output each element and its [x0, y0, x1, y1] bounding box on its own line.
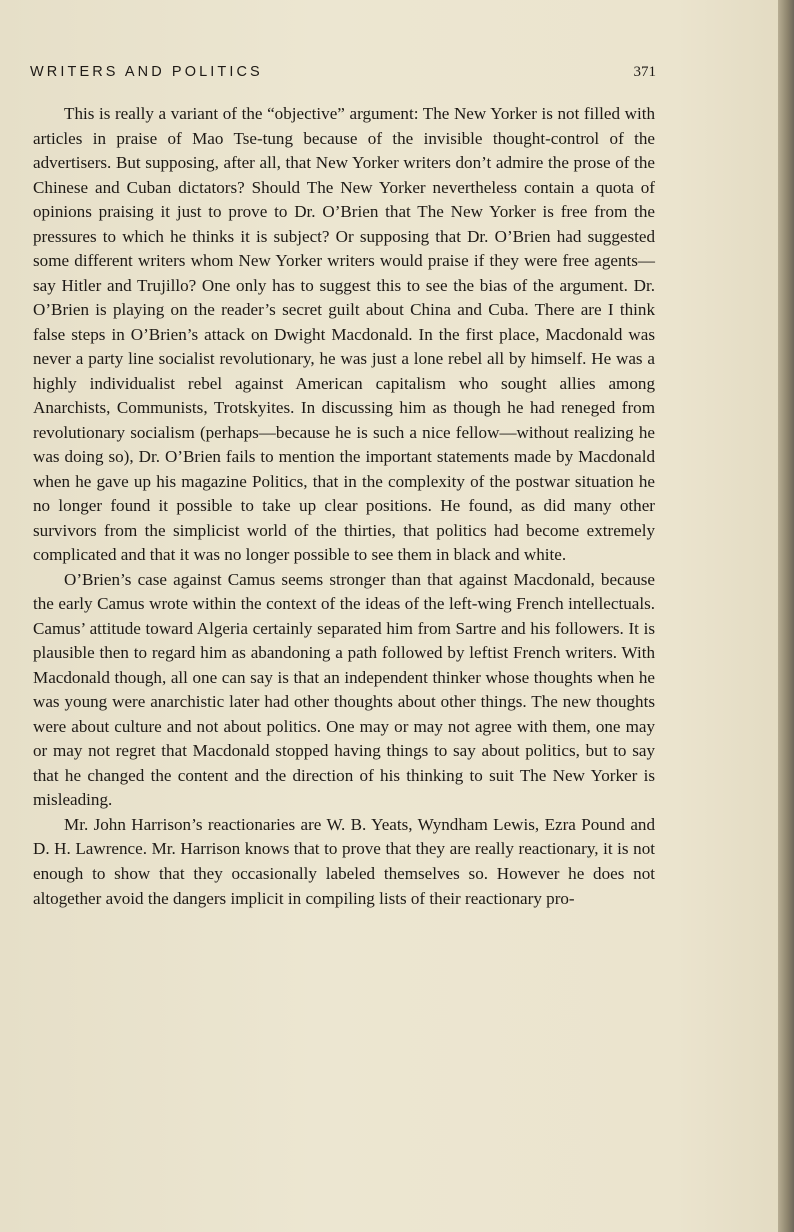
page-header	[30, 64, 656, 86]
running-head: WRITERS AND POLITICS	[30, 64, 263, 80]
page-edge-shadow	[778, 0, 794, 1232]
page-number: 371	[633, 64, 656, 80]
paragraph-1: This is really a variant of the “objective” argument: The New Yorker is not filled with articles in praise of Mao Tse-tung because of the invisible thought-control of the advertisers. But supposing, after all, that New Yorker writers don’t admire the prose of the Chinese and Cuban dictators? Should The New Yorker nevertheless contain a quota of opinions praising it just to prove to Dr. O’Brien that The New Yorker is free from the pressures to which he thinks it is subject? Or supposing that Dr. O’Brien had suggested some different writers whom New Yorker writers would praise if they were free agents—say Hitler and Trujillo? One only has to suggest this to see the bias of the argument. Dr. O’Brien is playing on the reader’s secret guilt about China and Cuba. There are I think false steps in O’Brien’s attack on Dwight Macdonald. In the first place, Macdonald was never a party line socialist revolutionary, he was just a lone rebel all by himself. He was a highly individualist rebel against American capitalism who sought allies among Anarchists, Communists, Trotskyites. In discussing him as though he had reneged from revolutionary socialism (perhaps—because he is such a nice fellow—without realizing he was doing so), Dr. O’Brien fails to mention the important statements made by Macdonald when he gave up his magazine Politics, that in the complexity of the postwar situation he no longer found it possible to take up clear positions. He found, as did many other survivors from the simplicist world of the thirties, that politics had become extremely complicated and that it was no longer possible to see them in black and white.	[33, 104, 655, 565]
paragraph-2: O’Brien’s case against Camus seems stronger than that against Macdonald, because the early Camus wrote within the context of the ideas of the left-wing French intellectuals. Camus’ attitude toward Algeria certainly separated him from Sartre and his followers. It is plausible then to regard him as abandoning a path followed by leftist French writers. With Macdonald though, all one can say is that an independent thinker whose thoughts when he was young were anarchistic later had other thoughts about other things. The new thoughts were about culture and not about politics. One may or may not agree with them, one may or may not regret that Macdonald stopped having things to say about politics, but to say that he changed the content and the direction of his thinking to suit The New Yorker is misleading.	[33, 569, 655, 810]
body-text	[33, 102, 655, 911]
paragraph-3: Mr. John Harrison’s reactionaries are W. B. Yeats, Wyndham Lewis, Ezra Pound and D. H. Lawrence. Mr. Harrison knows that to prove that they are really reactionary, it is not enough to show that they occasionally labeled themselves so. However he does not altogether avoid the dangers implicit in compiling lists of their reactionary pro-	[33, 814, 655, 908]
